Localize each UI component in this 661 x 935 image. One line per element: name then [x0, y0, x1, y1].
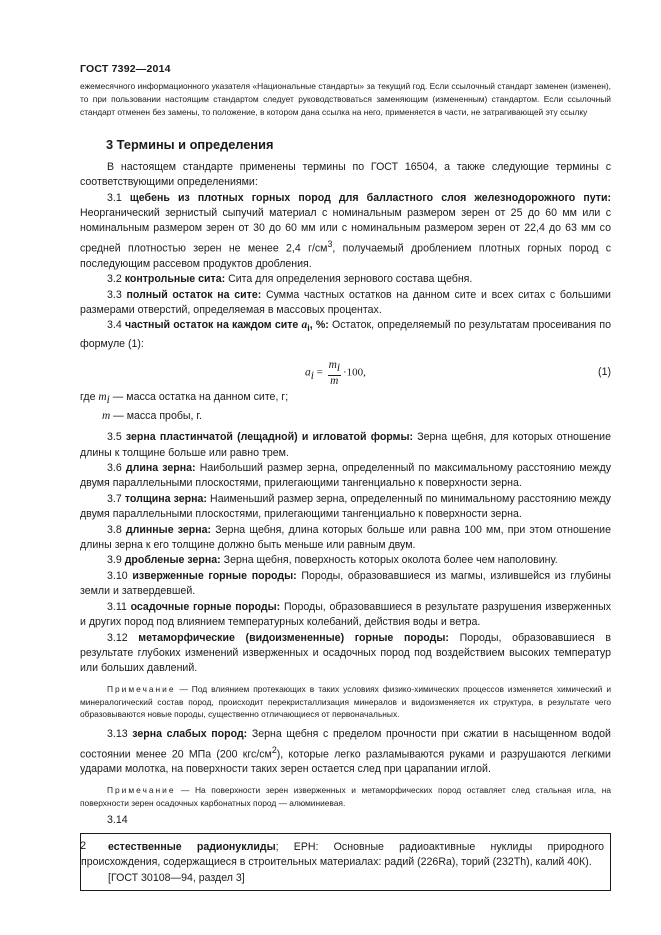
- note-label: Примечание: [107, 683, 176, 694]
- term-reference: [ГОСТ 30108—94, раздел 3]: [108, 871, 245, 884]
- term-number: 3.11: [107, 600, 127, 613]
- term-number: 3.13: [107, 728, 128, 741]
- formula-1: [80, 357, 611, 389]
- term-title: щебень из плотных горных пород для балластного слоя железнодорожного пути:: [129, 191, 611, 204]
- term-definition: Зерна щебня, для которых отношение длины к толщине больше или равно трем.: [80, 431, 611, 459]
- term-3-3: [80, 288, 611, 319]
- term-definition: Наименьший размер зерна, определенный по минимальному расстоянию между двумя параллельными плоскостями, прилегающими тангенциально к поверхности зерна.: [80, 492, 611, 521]
- term-number: 3.9: [107, 554, 122, 567]
- variable: a: [301, 319, 308, 332]
- term-title: толщина зерна:: [124, 492, 207, 505]
- term-3-14: [81, 840, 604, 871]
- formula-number: (1): [598, 366, 611, 379]
- formula-lhs: a: [305, 366, 311, 379]
- subscript: i: [307, 323, 310, 334]
- term-3-13: [80, 727, 611, 778]
- term-definition: Породы, образовавшиеся в результате разрушения изверженных и других пород под влиянием температурных колебаний, действия воды и ветра.: [80, 600, 611, 629]
- section-heading: 3 Термины и определения: [106, 137, 274, 153]
- term-title: зерна пластинчатой (лещадной) и игловатой формы:: [125, 431, 414, 444]
- term-title: естественные радионуклиды: [108, 840, 276, 853]
- term-definition: Зерна щебня, поверхность которых околота более чем наполовину.: [223, 554, 558, 567]
- term-title-unit: , %:: [309, 319, 329, 332]
- note-2: [80, 784, 611, 810]
- term-title: длина зерна:: [125, 462, 196, 475]
- numerator-sub: i: [336, 362, 340, 375]
- note-text: — Под влиянием протекающих в таких условиях физико-химических процессов изменяется химический и минералогический состав пород, происходит перекристаллизация минералов и видоизменяется их структура, в результате чего образовываются новые породы, существенно отличающиеся от первоначальных.: [80, 683, 611, 720]
- formula-denominator: m: [330, 374, 339, 387]
- term-title: осадочные горные породы:: [130, 600, 281, 613]
- term-3-14-box: [80, 833, 611, 891]
- term-number: 3.10: [107, 569, 128, 582]
- term-definition: Остаток, определяемый по результатам просеивания по формуле (1):: [80, 319, 611, 350]
- term-number: 3.2: [107, 273, 122, 286]
- term-definition: Породы, образовавшиеся в результате глубоких изменений изверженных и осадочных пород под воздействием высоких температур или больших давлений.: [80, 631, 611, 675]
- term-title-text: частный остаток на каждом сите: [124, 319, 302, 332]
- term-3-8: [80, 523, 611, 554]
- term-definition: ; ЕРН: Основные радиоактивные нуклиды природного происхождения, содержащиеся в строительных материалах: радий (226Ra), торий (232Th), калий 40К).: [81, 840, 604, 869]
- term-3-10: [80, 569, 611, 600]
- variable: m: [98, 391, 107, 404]
- term-3-4: [80, 318, 611, 352]
- where-line-2: [80, 409, 611, 424]
- term-number: 3.7: [107, 492, 122, 505]
- term-number: 3.3: [107, 288, 122, 301]
- term-3-14-number: 3.14: [107, 814, 128, 827]
- lead-paragraph: В настоящем стандарте применены термины по ГОСТ 16504, а также следующие термины с соответствующими определениями:: [80, 160, 611, 189]
- term-definition: Наибольший размер зерна, определенный по максимальному расстоянию между двумя параллельными плоскостями, прилегающими тангенциально к поверхности зерна.: [80, 462, 611, 490]
- term-title: полный остаток на сите:: [126, 288, 262, 301]
- term-title: метаморфические (видоизмененные) горные породы:: [138, 631, 449, 644]
- term-3-11: [80, 600, 611, 631]
- note-1: [80, 683, 611, 721]
- note-label: Примечание: [107, 784, 176, 795]
- numerator-var: m: [328, 359, 337, 372]
- subscript: i: [106, 394, 110, 407]
- intro-paragraph: ежемесячного информационного указателя «Национальные стандарты» за текущий год. Если ссылочный стандарт заменен (изменен), то при пользовании настоящим стандартом следует руководствоваться заменяющим (измененным) стандартом. Если ссылочный стандарт отменен без замены, то положение, в котором дана ссылка на него, применяется в части, не затрагивающей эту ссылку: [80, 81, 611, 117]
- term-title: контрольные сита:: [124, 273, 226, 286]
- formula-equals: =: [313, 366, 326, 379]
- where-lead: где: [80, 391, 99, 404]
- formula-fraction: [328, 360, 341, 386]
- term-title: [124, 319, 329, 334]
- term-number: 3.4: [107, 319, 122, 332]
- term-3-6: [80, 461, 611, 492]
- term-title: зерна слабых пород:: [132, 728, 248, 741]
- page-content: [80, 80, 611, 891]
- term-number: 3.8: [107, 523, 122, 536]
- term-definition-tail: ), которые легко разламываются руками и разрушаются легкими ударами молотка, на поверхности таких зерен остается след при царапании иглой.: [80, 748, 611, 776]
- term-3-2: [80, 272, 611, 287]
- formula-lhs-sub: i: [310, 370, 314, 383]
- term-3-5: [80, 430, 611, 461]
- term-title: изверженные горные породы:: [132, 569, 297, 582]
- where-line-1: [80, 390, 611, 409]
- term-number: 3.5: [107, 431, 122, 444]
- term-3-9: [80, 553, 611, 568]
- page-number: 2: [80, 840, 87, 852]
- document-header: ГОСТ 7392—2014: [80, 63, 171, 75]
- term-3-1: [80, 191, 611, 273]
- variable: m: [102, 409, 111, 422]
- term-definition: Неорганический зернистый сыпучий материал с номинальным размером зерен от 25 до 60 мм или с номинальным размером зерен от 30 до 60 мм или с номинальным размером зерен от 22,4 до 63 мм со средней плотностью зерен не менее 2,4 г/см: [80, 207, 611, 255]
- term-number: 3.6: [107, 462, 122, 475]
- term-3-7: [80, 492, 611, 523]
- term-definition: Зерна щебня с пределом прочности при сжатии в насыщенном водой состоянии менее 20 МПа (200 кгс/см: [80, 728, 611, 761]
- superscript: 3: [327, 238, 333, 249]
- formula-tail: ·100,: [343, 366, 366, 379]
- term-title: дробленые зерна:: [124, 554, 221, 567]
- term-definition: Сита для определения зернового состава щебня.: [228, 273, 473, 286]
- term-3-12: [80, 631, 611, 677]
- where-description: — масса пробы, г.: [110, 409, 202, 422]
- term-definition-tail: , получаемый дроблением плотных горных пород с последующим рассевом продуктов дробления.: [80, 242, 612, 270]
- superscript: 2: [271, 744, 277, 755]
- note-text: — На поверхности зерен изверженных и метаморфических пород оставляет след стальная игла, на поверхности зерен осадочных карбонатных пород — алюминиевая.: [80, 784, 611, 808]
- term-definition: Породы, образовавшиеся из магмы, излившейся из глубины земли и затвердевшей.: [80, 569, 611, 598]
- term-definition: Зерна щебня, длина которых больше или равна 100 мм, при этом отношение длины зерна к его толщине должно быть меньше или равным двум.: [80, 523, 611, 552]
- term-title: длинные зерна:: [125, 523, 212, 536]
- formula-body: [305, 360, 366, 386]
- term-number: 3.1: [107, 191, 122, 204]
- where-description: — масса остатка на данном сите, г;: [109, 391, 289, 404]
- term-definition: Сумма частных остатков на данном сите и всех ситах с большими размерами отверстий, определяемая в массовых процентах.: [80, 288, 611, 316]
- formula-numerator: [328, 360, 341, 375]
- term-number: 3.12: [107, 631, 128, 644]
